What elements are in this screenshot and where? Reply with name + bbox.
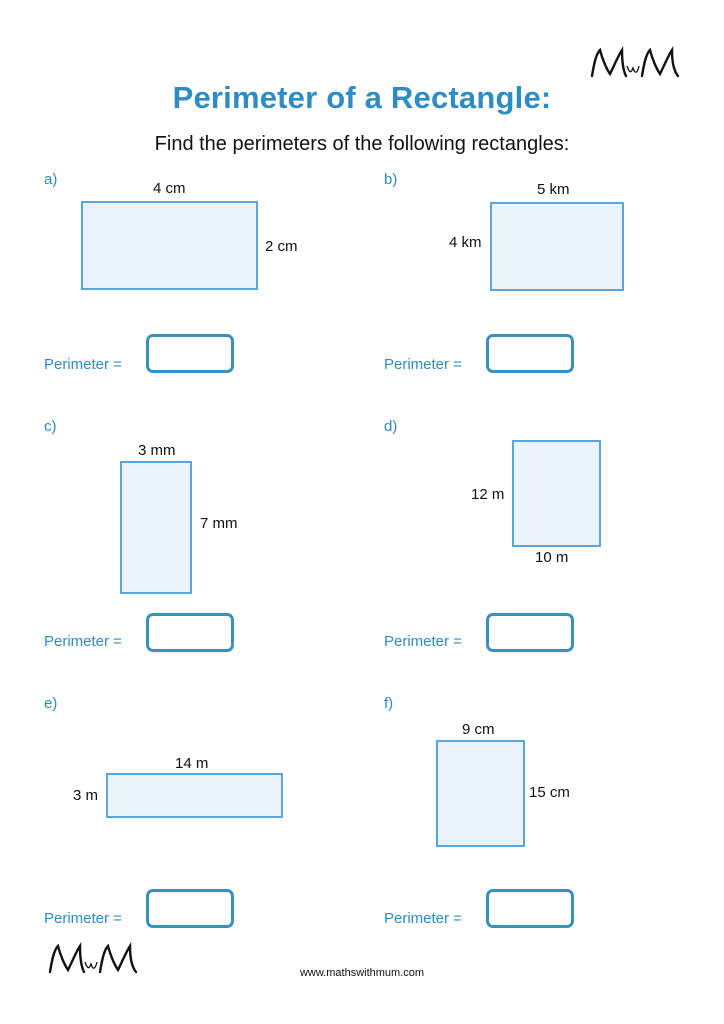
problem-f-answer-box[interactable] [486,889,574,928]
problem-c-letter: c) [44,418,57,435]
problem-f-letter: f) [384,695,394,712]
problem-e-letter: e) [44,695,58,712]
problem-b-perimeter-label: Perimeter = [384,356,462,373]
problem-b-letter: b) [384,171,398,188]
problem-c-width-label: 3 mm [138,442,176,459]
problem-b-rectangle [490,202,624,291]
problem-b-width-label: 5 km [537,181,570,198]
page-subtitle: Find the perimeters of the following rectangles: [154,133,570,155]
problem-f-width-label: 9 cm [462,721,495,738]
problem-a-perimeter-label: Perimeter = [44,356,122,373]
problem-b-height-label: 4 km [449,234,482,251]
problem-c-perimeter-label: Perimeter = [44,633,122,650]
problem-f-height-label: 15 cm [529,784,570,801]
problem-c-rectangle [120,461,192,594]
footer-url: www.mathswithmum.com [299,967,425,979]
problem-c-height-label: 7 mm [200,515,238,532]
problem-d-width-label: 10 m [535,549,569,566]
problem-a-answer-box[interactable] [146,334,234,373]
problem-a-height-label: 2 cm [265,238,298,255]
problem-d-height-label: 12 m [471,486,505,503]
problem-f-perimeter-label: Perimeter = [384,910,462,927]
problem-d-rectangle [512,440,601,547]
problem-a-letter: a) [44,171,58,188]
problem-d-answer-box[interactable] [486,613,574,652]
problem-e-perimeter-label: Perimeter = [44,910,122,927]
problem-e-answer-box[interactable] [146,889,234,928]
page-title: Perimeter of a Rectangle: [172,80,552,115]
problem-d-letter: d) [384,418,398,435]
problem-d-perimeter-label: Perimeter = [384,633,462,650]
problem-e-height-label: 3 m [73,787,99,804]
problem-e-rectangle [106,773,283,818]
mwm-logo-icon [586,44,682,84]
problem-b-answer-box[interactable] [486,334,574,373]
problem-f-rectangle [436,740,525,847]
problem-a-rectangle [81,201,258,290]
problem-e-width-label: 14 m [175,755,209,772]
problem-c-answer-box[interactable] [146,613,234,652]
problem-a-width-label: 4 cm [153,180,186,197]
